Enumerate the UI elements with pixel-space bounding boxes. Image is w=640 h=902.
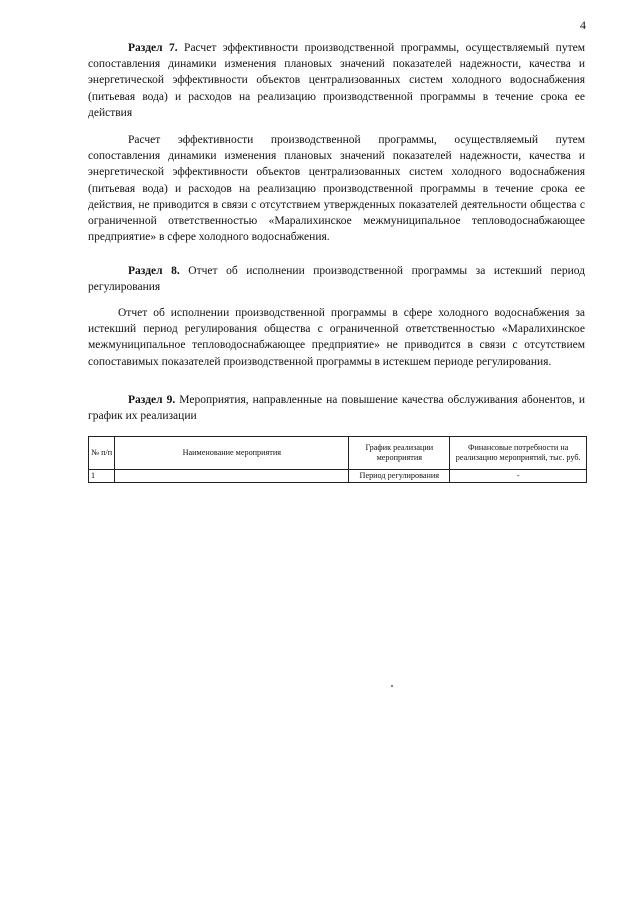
section-7-heading-text: Расчет эффективности производственной программы, осуществляемый путем сопоставления динамики изменения плановых значений показателей надежности, качества и энергетической эффективности объектов централизованных систем холодного водоснабжения (питьевая вода) и расходов на реализацию производственной программы в течение срока ее действия — [88, 42, 585, 119]
table-header-row — [89, 437, 587, 470]
header-finance: Финансовые потребности на реализацию мероприятий, тыс. руб. — [450, 437, 587, 470]
header-name: Наименование мероприятия — [115, 437, 349, 470]
section-8-heading-text: Отчет об исполнении производственной программы за истекший период регулирования — [88, 265, 586, 294]
section-9-label: Раздел 9. — [128, 394, 176, 406]
section-8-heading — [88, 263, 585, 295]
section-7-heading — [88, 40, 585, 121]
cell-schedule: Период регулирования — [349, 470, 450, 483]
page-number: 4 — [580, 18, 586, 32]
section-7-body — [88, 132, 585, 245]
header-num: № п/п — [89, 437, 115, 470]
section-9-heading — [88, 392, 585, 424]
cell-name — [115, 470, 349, 483]
events-table — [88, 436, 587, 483]
section-9-heading-text: Мероприятия, направленные на повышение качества обслуживания абонентов, и график их реализации — [88, 394, 586, 423]
section-8-body — [88, 305, 585, 370]
header-schedule: График реализации мероприятия — [349, 437, 450, 470]
section-8-label: Раздел 8. — [128, 265, 180, 277]
cell-finance: - — [450, 470, 587, 483]
table-row — [89, 470, 587, 483]
scan-speck — [391, 685, 393, 687]
section-7-paragraph: Расчет эффективности производственной программы, осуществляемый путем сопоставления динамики изменения плановых значений показателей надежности, качества и энергетической эффективности объектов централизованных систем холодного водоснабжения (питьевая вода) и расходов на реализацию производственной программы в течение срока ее действия, не приводится в связи с отсутствием утвержденных показателей деятельности общества с ограниченной ответственностью «Маралихинское межмуниципальное тепловодоснабжающее предприятие» в сфере холодного водоснабжения. — [88, 134, 585, 244]
cell-num: 1 — [89, 470, 115, 483]
section-8-paragraph: Отчет об исполнении производственной программы в сфере холодного водоснабжения за истекший период регулирования общества с ограниченной ответственностью «Маралихинское межмуниципальное тепловодоснабжающее предприятие» не приводится в связи с отсутствием сопоставимых показателей производственной программы в истекшем периоде регулирования. — [88, 307, 585, 368]
section-7-label: Раздел 7. — [128, 42, 178, 54]
